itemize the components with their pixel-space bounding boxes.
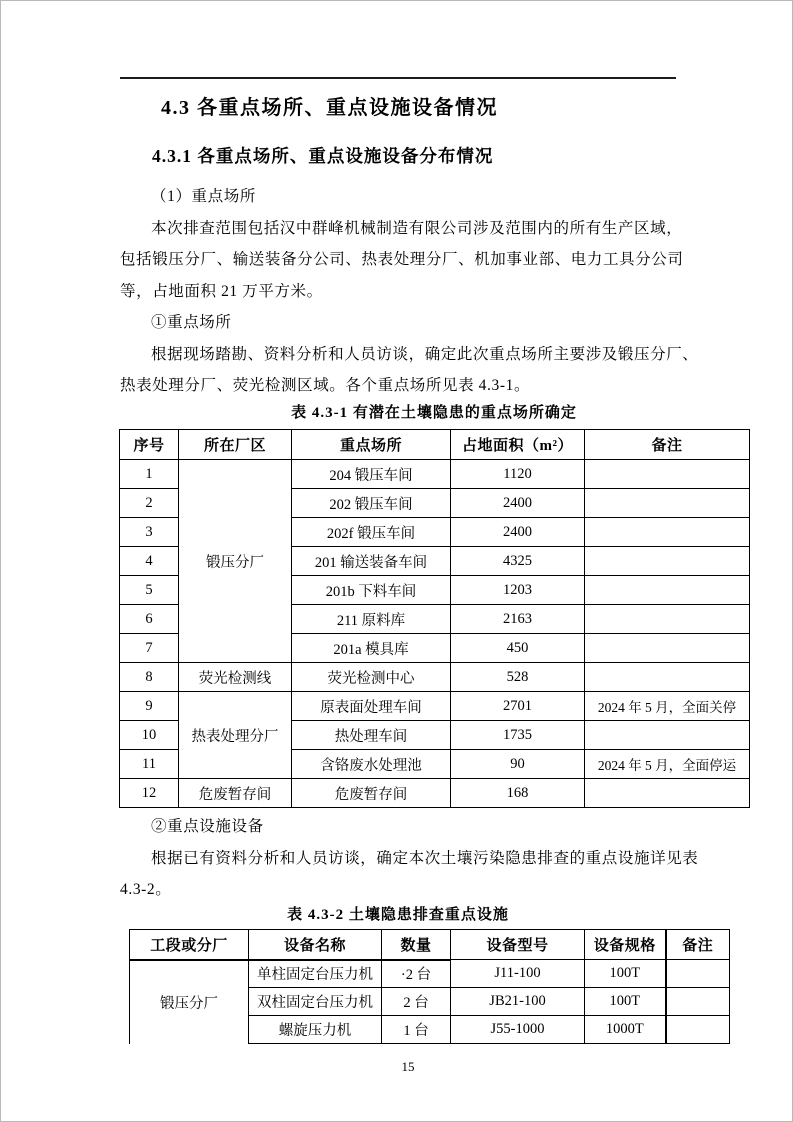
cell-note: [585, 663, 750, 692]
cell-place: 202f 锻压车间: [292, 518, 451, 547]
col-header-place: 重点场所: [292, 430, 451, 460]
cell-no: 1: [120, 460, 179, 489]
cell-place: 荧光检测中心: [292, 663, 451, 692]
col-header-shop: 工段或分厂: [130, 930, 249, 960]
cell-area: 锻压分厂: [179, 460, 292, 663]
cell-no: 5: [120, 576, 179, 605]
cell-no: 4: [120, 547, 179, 576]
cell-no: 11: [120, 750, 179, 779]
table-row: [120, 460, 750, 489]
paragraph: （1）重点场所: [151, 188, 256, 205]
cell-spec: 100T: [585, 960, 666, 988]
cell-device: 双柱固定台压力机: [249, 988, 382, 1016]
cell-qty: 1 台: [382, 1016, 451, 1044]
cell-place: 202 锻压车间: [292, 489, 451, 518]
cell-place: 211 原料库: [292, 605, 451, 634]
table-header-row: [130, 930, 730, 960]
cell-size: 1120: [451, 460, 585, 489]
cell-note: [585, 605, 750, 634]
subsection-title: 4.3.1 各重点场所、重点设施设备分布情况: [152, 146, 494, 166]
cell-place: 危废暂存间: [292, 779, 451, 808]
cell-place: 热处理车间: [292, 721, 451, 750]
cell-size: 450: [451, 634, 585, 663]
cell-size: 168: [451, 779, 585, 808]
section-title: 4.3 各重点场所、重点设施设备情况: [161, 97, 498, 119]
header-rule: [120, 77, 676, 79]
paragraph: ①重点场所: [151, 314, 232, 331]
cell-size: 4325: [451, 547, 585, 576]
cell-place: 原表面处理车间: [292, 692, 451, 721]
cell-place: 201 输送装备车间: [292, 547, 451, 576]
cell-qty: 2 台: [382, 988, 451, 1016]
cell-no: 6: [120, 605, 179, 634]
equipment-table: [129, 929, 730, 1044]
cell-area: 热表处理分厂: [179, 692, 292, 779]
cell-note: [585, 489, 750, 518]
col-header-model: 设备型号: [451, 930, 585, 960]
cell-note: [585, 779, 750, 808]
cell-model: J55-1000: [451, 1016, 585, 1044]
col-header-note: 备注: [666, 930, 730, 960]
col-header-device: 设备名称: [249, 930, 382, 960]
cell-note: 2024 年 5 月，全面停运: [585, 750, 750, 779]
cell-place: 201a 模具库: [292, 634, 451, 663]
paragraph-line: 根据已有资料分析和人员访谈，确定本次土壤污染隐患排查的重点设施详见表: [151, 849, 699, 867]
table-row: [130, 960, 730, 988]
cell-size: 2163: [451, 605, 585, 634]
table-row: [120, 663, 750, 692]
col-header-qty: 数量: [382, 930, 451, 960]
cell-no: 2: [120, 489, 179, 518]
cell-size: 1735: [451, 721, 585, 750]
cell-no: 9: [120, 692, 179, 721]
cell-shop: 锻压分厂: [130, 960, 249, 1044]
cell-device: 螺旋压力机: [249, 1016, 382, 1044]
col-header-area: 所在厂区: [179, 430, 292, 460]
cell-model: JB21-100: [451, 988, 585, 1016]
col-header-no: 序号: [120, 430, 179, 460]
table-row: [120, 692, 750, 721]
paragraph-line: 4.3-2。: [120, 881, 172, 898]
col-header-spec: 设备规格: [585, 930, 666, 960]
body-text-block-2: [120, 811, 699, 906]
cell-note: [666, 1016, 730, 1044]
table1-caption: 表 4.3-1 有潜在土壤隐患的重点场所确定: [291, 405, 577, 421]
cell-size: 2400: [451, 518, 585, 547]
cell-no: 3: [120, 518, 179, 547]
cell-note: [585, 721, 750, 750]
cell-place: 含铬废水处理池: [292, 750, 451, 779]
cell-place: 201b 下料车间: [292, 576, 451, 605]
cell-no: 12: [120, 779, 179, 808]
cell-size: 1203: [451, 576, 585, 605]
cell-no: 7: [120, 634, 179, 663]
cell-note: [585, 547, 750, 576]
cell-place: 204 锻压车间: [292, 460, 451, 489]
cell-size: 2400: [451, 489, 585, 518]
cell-note: [666, 960, 730, 988]
cell-note: 2024 年 5 月，全面关停: [585, 692, 750, 721]
cell-note: [585, 518, 750, 547]
cell-spec: 100T: [585, 988, 666, 1016]
cell-no: 8: [120, 663, 179, 692]
cell-device: 单柱固定台压力机: [249, 960, 382, 988]
cell-model: J11-100: [451, 960, 585, 988]
col-header-size: 占地面积（m²）: [451, 430, 585, 460]
paragraph-line: 等，占地面积 21 万平方米。: [120, 282, 323, 300]
table-header-row: [120, 430, 750, 460]
paragraph-line: 本次排查范围包括汉中群峰机械制造有限公司涉及范围内的所有生产区域，: [151, 219, 683, 237]
paragraph-line: 根据现场踏勘、资料分析和人员访谈，确定此次重点场所主要涉及锻压分厂、: [151, 345, 699, 363]
cell-no: 10: [120, 721, 179, 750]
table-row: [120, 779, 750, 808]
paragraph-line: 包括锻压分厂、输送装备分公司、热表处理分厂、机加事业部、电力工具分公司: [120, 251, 684, 268]
col-header-note: 备注: [585, 430, 750, 460]
body-text-block-1: [120, 181, 699, 402]
cell-note: [585, 634, 750, 663]
cell-qty: ·2 台: [382, 960, 451, 988]
cell-size: 2701: [451, 692, 585, 721]
cell-area: 危废暂存间: [179, 779, 292, 808]
cell-size: 90: [451, 750, 585, 779]
cell-spec: 1000T: [585, 1016, 666, 1044]
cell-area: 荧光检测线: [179, 663, 292, 692]
table2-caption: 表 4.3-2 土壤隐患排查重点设施: [287, 907, 509, 923]
cell-note: [585, 576, 750, 605]
places-table: [119, 429, 750, 808]
cell-size: 528: [451, 663, 585, 692]
paragraph-line: 热表处理分厂、荧光检测区域。各个重点场所见表 4.3-1。: [120, 377, 531, 394]
cell-note: [666, 988, 730, 1016]
page-number: 15: [401, 1059, 415, 1074]
paragraph: ②重点设施设备: [151, 818, 264, 835]
cell-note: [585, 460, 750, 489]
